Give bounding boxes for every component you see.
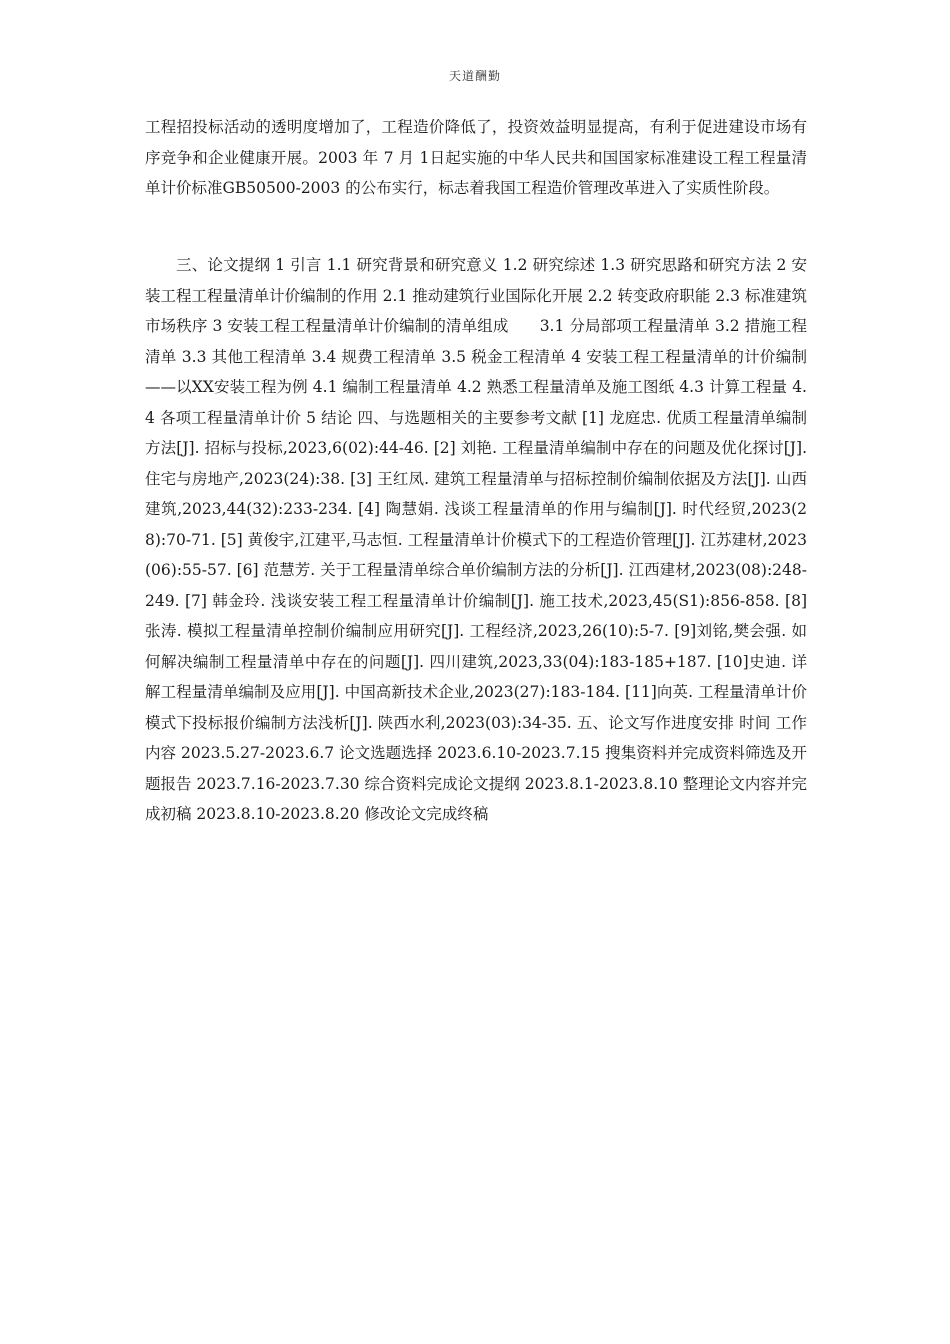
body-paragraph-2: 三、论文提纲 1 引言 1.1 研究背景和研究意义 1.2 研究综述 1.3 研究思路和研究方法 2 安装工程工程量清单计价编制的作用 2.1 推动建筑行业国际化开展 2.2 转变政府职能 2.3 标准建筑市场秩序 3 安装工程工程量清单计价编制的清单组成 3.1 分局部项工程量清单 3.2 措施工程清单 3.3 其他工程清单 3.4 规费工程清单 3.5 税金工程清单 4 安装工程工程量清单的计价编制——以XX安装工程为例 4.1 编制工程量清单 4.2 熟悉工程量清单及施工图纸 4.3 计算工程量 4.4 各项工程量清单计价 5 结论 四、与选题相关的主要参考文献 [1] 龙庭忠. 优质工程量清单编制方法[J]. 招标与投标,2023,6(02):44-46. [2] 刘艳. 工程量清单编制中存在的问题及优化探讨[J]. 住宅与房地产,2023(24):38. [3] 王红凤. 建筑工程量清单与招标控制价编制依据及方法[J]. 山西建筑,2023,44(32):233-234. [4] 陶慧娟. 浅谈工程量清单的作用与编制[J]. 时代经贸,2023(28):70-71. [5] 黄俊宇,江建平,马志恒. 工程量清单计价模式下的工程造价管理[J]. 江苏建材,2023(06):55-57. [6] 范慧芳. 关于工程量清单综合单价编制方法的分析[J]. 江西建材,2023(08):248-249. [7] 韩金玲. 浅谈安装工程工程量清单计价编制[J]. 施工技术,2023,45(S1):856-858. [8] 张涛. 模拟工程量清单控制价编制应用研究[J]. 工程经济,2023,26(10):5-7. [9]刘铭,樊会强. 如何解决编制工程量清单中存在的问题[J]. 四川建筑,2023,33(04):183-185+187. [10]史迪. 详解工程量清单编制及应用[J]. 中国高新技术企业,2023(27):183-184. [11]向英. 工程量清单计价模式下投标报价编制方法浅析[J]. 陕西水利,2023(03):34-35. 五、论文写作进度安排 时间 工作内容 2023.5.27-2023.6.7 论文选题选择 2023.6.10-2023.7.15 搜集资料并完成资料筛选及开题报告 2023.7.16-2023.7.30 综合资料完成论文提纲 2023.8.1-2023.8.10 整理论文内容并完成初稿 2023.8.10-2023.8.20 修改论文完成终稿 bbox=[145, 256, 807, 823]
page-header: 天道酬勤 bbox=[448, 69, 501, 83]
body-paragraph-1: 工程招投标活动的透明度增加了，工程造价降低了，投资效益明显提高，有利于促进建设市场有序竞争和企业健康开展。2003 年 7 月 1日起实施的中华人民共和国国家标准建设工程工程量清单计价标准GB50500-2003 的公布实行，标志着我国工程造价管理改革进入了实质性阶段。 bbox=[145, 118, 807, 197]
